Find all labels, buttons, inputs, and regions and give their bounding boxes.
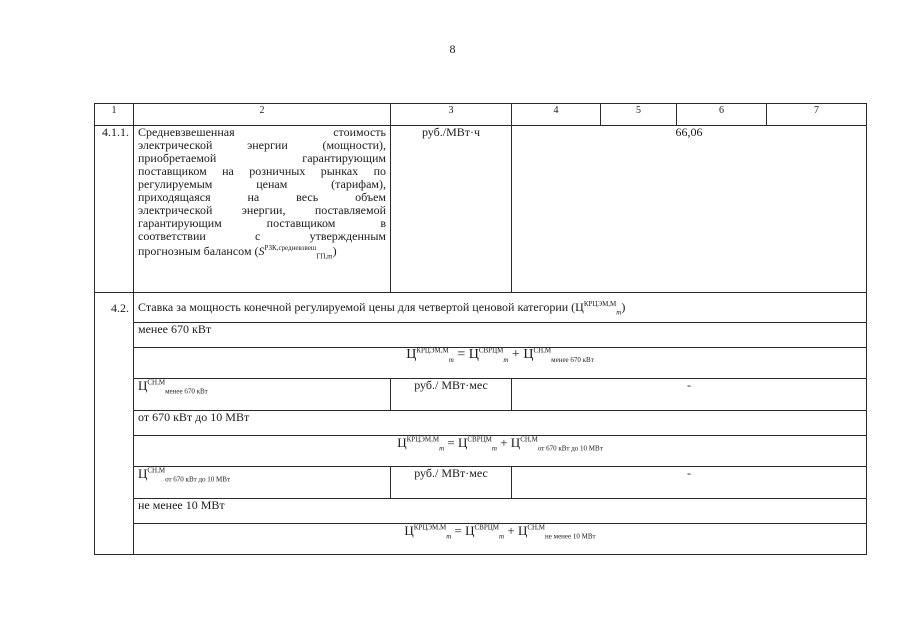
category-row-c	[95, 499, 867, 524]
symbol-s-sub: ГП,m	[316, 252, 333, 261]
title-symbol-sub: m	[616, 308, 622, 317]
header-col-2: 2	[134, 104, 391, 126]
formula: $Ц^{КРЦЭМ,М}_m = Ц^{СВРЦМ}_m + Ц^{СН,М}_{менее 670 кВт}$	[134, 348, 867, 379]
title-symbol-sup: КРЦЭМ,М	[583, 300, 617, 308]
sub-unit: руб./ МВт·мес	[391, 379, 512, 411]
sub-unit: руб./ МВт·мес	[391, 467, 512, 499]
category-label: менее 670 кВт	[134, 323, 867, 348]
header-row	[95, 104, 867, 126]
formula-row-b	[95, 436, 867, 467]
row-description	[134, 126, 391, 293]
desc-line: регулируемым ценам (тарифам),	[138, 177, 386, 191]
desc-line: соответствии с утвержденным	[138, 229, 386, 243]
page-number: 8	[449, 42, 456, 56]
desc-line: электрической энергии (мощности),	[138, 138, 386, 152]
header-col-1: 1	[95, 104, 134, 126]
symbol-s: S	[258, 244, 265, 258]
desc-line: приходящаяся на весь объем	[138, 190, 386, 204]
sub-row-b	[95, 467, 867, 499]
desc-line-symbol	[138, 244, 386, 261]
section-title-text: Ставка за мощность конечной регулируемой цены для четвертой ценовой категории (	[138, 300, 576, 314]
category-label: от 670 кВт до 10 МВт	[134, 411, 867, 436]
row-4-2-title	[95, 293, 867, 323]
category-row-b	[95, 411, 867, 436]
formula: $Ц^{КРЦЭМ,М}_m = Ц^{СВРЦМ}_m + Ц^{СН,М}_{не менее 10 МВт}$	[134, 524, 867, 555]
header-col-3: 3	[391, 104, 512, 126]
header-col-6: 6	[677, 104, 767, 126]
sub-row-a	[95, 379, 867, 411]
close-paren: )	[621, 300, 626, 314]
formula-row-c	[95, 524, 867, 555]
section-title	[134, 293, 867, 323]
row-value: 66,06	[512, 126, 867, 293]
desc-line-text: прогнозным балансом (	[138, 244, 259, 258]
sub-value: -	[512, 379, 867, 411]
desc-line: электрической энергии, поставляемой	[138, 203, 386, 217]
formula-row-a	[95, 348, 867, 379]
desc-line: поставщиком на розничных рынках по	[138, 164, 386, 178]
sub-symbol: $Ц^{СН,М}_{от 670 кВт до 10 МВт}$	[134, 467, 391, 499]
sub-symbol: $Ц^{СН,М}_{менее 670 кВт}$	[134, 379, 391, 411]
sub-value: -	[512, 467, 867, 499]
desc-line: Средневзвешенная стоимость	[138, 125, 386, 139]
row-number: 4.2.	[95, 293, 134, 555]
close-paren: )	[332, 244, 337, 258]
tariff-table	[94, 103, 867, 555]
symbol-s-sup: РЗК,средневзвеш	[264, 244, 317, 252]
row-4-1-1	[95, 126, 867, 293]
header-col-5: 5	[601, 104, 677, 126]
row-number: 4.1.1.	[95, 126, 134, 293]
desc-line: гарантирующим поставщиком в	[138, 216, 386, 230]
desc-line: приобретаемой гарантирующим	[138, 151, 386, 165]
category-row-a	[95, 323, 867, 348]
formula: $Ц^{КРЦЭМ,М}_m = Ц^{СВРЦМ}_m + Ц^{СН,М}_{от 670 кВт до 10 МВт}$	[134, 436, 867, 467]
header-col-4: 4	[512, 104, 601, 126]
row-unit: руб./МВт·ч	[391, 126, 512, 293]
category-label: не менее 10 МВт	[134, 499, 867, 524]
title-symbol: Ц	[575, 300, 584, 314]
header-col-7: 7	[767, 104, 867, 126]
